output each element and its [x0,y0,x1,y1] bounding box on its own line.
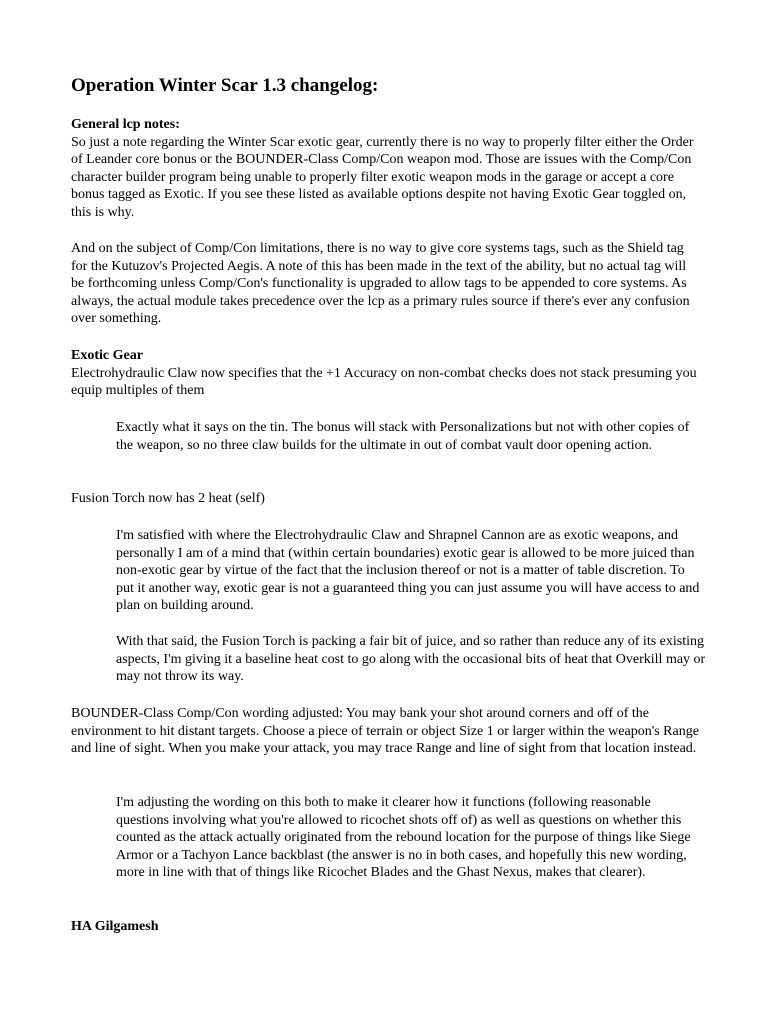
torch-note-2-text: With that said, the Fusion Torch is packing a fair bit of juice, and so rather than reduce any of its existing aspects, I'm giving it a baseline heat cost to go along with the occasional bits of heat that Overkill may or may not throw its way. [116,634,706,685]
bounder-change-text: BOUNDER-Class Comp/Con wording adjusted: You may bank your shot around corners and off of the environment to hit distant targets. Choose a piece of terrain or object Size 1 or larger within the weapon's Range and line of sight. When you make your attack, you may trace Range and line of sight from that location instead. [71,706,699,757]
exotic-gear-heading: Exotic Gear [71,348,143,363]
general-notes-paragraph-2: And on the subject of Comp/Con limitations, there is no way to give core systems tags, such as the Shield tag for the Kutuzov's Projected Aegis. A note of this has been made in the text of the ability, but no actual tag will be forthcoming unless Comp/Con's functionality is upgraded to allow tags to be appended to core systems. As always, the actual module takes precedence over the lcp as a primary rules source if there's ever any confusion over something. [71,241,690,327]
torch-change-text: Fusion Torch now has 2 heat (self) [71,491,265,506]
page-title: Operation Winter Scar 1.3 changelog: [71,75,379,96]
bounder-note-text: I'm adjusting the wording on this both to make it clearer how it functions (following reasonable questions involving what you're allowed to ricochet shots off of) as well as questions on whether this counted as the attack actually originated from the rebound location for the purpose of things like Siege Armor or a Tachyon Lance backblast (the answer is no in both cases, and hopefully this new wording, more in line with that of things like Ricochet Blades and the Ghast Nexus, makes that clearer). [116,795,691,881]
claw-change-entry: Electrohydraulic Claw now specifies that the +1 Accuracy on non-combat checks does not stack presuming you equip multiples of them [71,365,697,399]
exotic-gear-section [71,347,701,400]
torch-note-1 [116,527,706,615]
gilgamesh-heading: HA Gilgamesh [71,919,159,934]
gilgamesh-section [71,918,701,936]
torch-change-entry [71,490,701,508]
general-notes-section [71,116,701,222]
torch-note-1-text: I'm satisfied with where the Electrohydraulic Claw and Shrapnel Cannon are as exotic weapons, and personally I am of a mind that (within certain boundaries) exotic gear is allowed to be more juiced than non-exotic gear by virtue of the fact that the inclusion thereof or not is a matter of table discretion. To put it another way, exotic gear is not a guaranteed thing you can just assume you will have access to and plan on building around. [116,528,700,614]
claw-note [116,419,706,454]
general-notes-heading: General lcp notes: [71,117,180,132]
claw-note-text: Exactly what it says on the tin. The bonus will stack with Personalizations but not with other copies of the weapon, so no three claw builds for the ultimate in out of combat vault door opening action. [116,420,690,453]
bounder-note [116,794,706,882]
bounder-change-entry [71,705,701,758]
general-notes-paragraph-1: So just a note regarding the Winter Scar exotic gear, currently there is no way to properly filter either the Order of Leander core bonus or the BOUNDER-Class Comp/Con weapon mod. Those are issues with the Comp/Con character builder program being unable to properly filter exotic weapon mods in the garage or accept a core bonus tagged as Exotic. If you see these listed as available options despite not having Exotic Gear toggled on, this is why. [71,134,694,220]
comp-con-limitations-section [71,240,701,328]
torch-note-2 [116,633,706,686]
